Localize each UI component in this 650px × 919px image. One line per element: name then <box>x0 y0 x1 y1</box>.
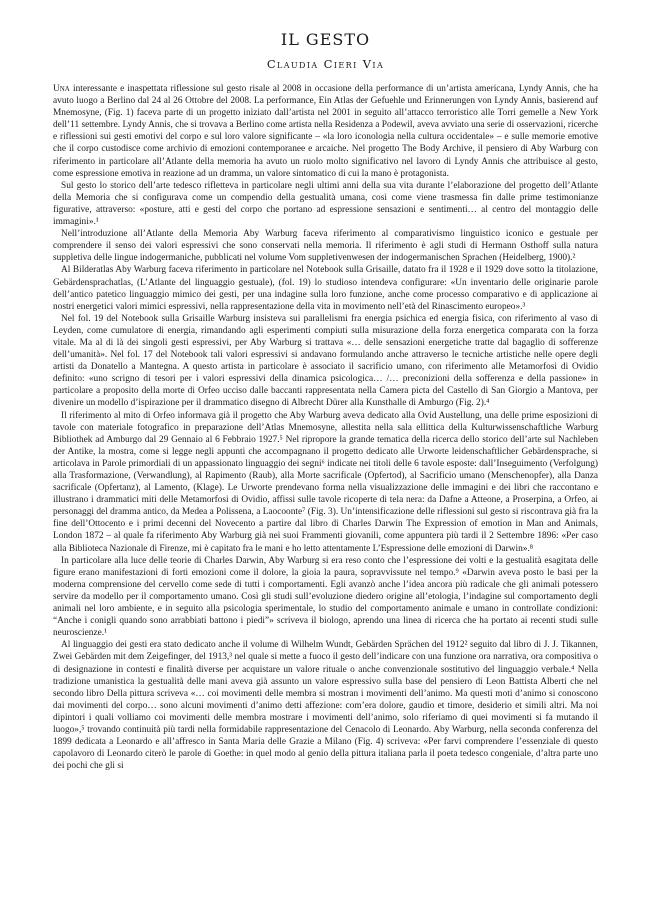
paragraph-3: Nell’introduzione all’Atlante della Memoria Aby Warburg faceva riferimento al comparativismo linguistico iconico e gestuale per comprendere il senso dei valori espressivi che sono conservati nella memoria. Il riferimento è agli studi di Hermann Osthoff sulla natura suppletiva delle lingue indogermaniche, pubblicati nel volume Vom suppletivenwesen der indogermanischen Sprachen (Heidelberg, 1900).² <box>53 229 598 264</box>
lead-caps: Una <box>53 84 70 94</box>
paragraph-4: Al Bilderatlas Aby Warburg faceva riferimento in particolare nel Notebook sulla Grisaille, datato fra il 1928 e il 1929 dove sotto la titolazione, Gebärdensprachatlas, (L’Atlante del linguaggio gestuale), (fol. 19) lo studioso intendeva configurare: «Un inventario delle originarie parole dell’antico patetico linguaggio mimico dei gesti, per una indagine sulla loro funzione, anche come processo comparativo e di applicazione ai nostri energetici valori mimici espressivi, nella rappresentazione della vita in movimento nell’età del Rinascimento europeo».³ <box>53 265 598 312</box>
paragraph-6: Il riferimento al mito di Orfeo informava già il progetto che Aby Warburg aveva dedicato alla Ovid Austellung, una delle prime esposizioni di tavole con materiale fotografico in preparazione dell’Atlas Mnemosyne, allestita nella sala ellittica della Kulturwissenschaftliche Warburg Bibliothek ad Amburgo dal 29 Gennaio al 6 Febbraio 1927.⁵ Nel ripropore la grande tematica della ricerca dello storico dell’arte sul Nachleben der Antike, la mostra, come si legge negli appunti che accompagnano il progetto dedicato alle Urworte leidenschaftlicher Gebärdensprache, si articolava in Parole primordiali di un appassionato linguaggio dei segni⁶ indicate nei titoli delle 6 tavole esposte: dall’Inseguimento (Verfolgung) alla Trasformazione, (Verwandlung), al Rapimento (Raub), alla Morte sacrificale (Opfertod), al Sacrificio umano (Menschenopfer), alla Danza sacrificale (Opfertanz), al Lamento, (Klage). Le Urworte prendevano forma nella visualizzazione delle immagini e dei libri che raccontano e illustrano i drammatici miti delle Metamorfosi di Ovidio, affissi sulle tavole ricoperte di tela nera: da Dafne a Atteone, a Proserpina, a Orfeo, ai personaggi del dramma antico, da Medea a Polissena, a Laocoonte⁷ (Fig. 3). Un’intensificazione delle riflessioni sul gesto si riscontrava già fra la fine dell’Ottocento e i primi decenni del Novecento a partire dal libro di Charles Darwin The Expression of emotion in Man and Animals, London 1872 – al quale fa riferimento Aby Warburg già nei suoi Frammenti giovanili, come appuntera più tardi il 2 Settembre 1896: «Per caso alla Biblioteca Nazionale di Firenze, mi è capitato fra le mani e ho letto attentamente L’Espressione delle emozioni di Darwin».⁸ <box>53 410 598 554</box>
paragraph-1-text: interessante e inaspettata riflessione sul gesto risale al 2008 in occasione della performance di un’artista americana, Lyndy Annis, che ha avuto luogo a Berlino dal 24 al 26 Ottobre del 2008. La performance, Ein Atlas der Gefuehle und Erinnerungen von Lyndy Annis, basierend auf Mnemosyne, (Fig. 1) faceva parte di un progetto iniziato dall’artista nel 2001 in seguito all’attacco terroristico alle Torri gemelle a New York dell’11 settembre. Lyndy Annis, che si trovava a Berlino come artista nella Residenza a Podewil, aveva avviato una serie di osservazioni, ricerche e riflessioni sui gesti emotivi del corpo e sul loro valore significante – «la loro iconologia nella cultura occidentale» – e sulle memorie emotive che il corpo custodisce come archivio di emozioni contemporanee e arcaiche. Nel progetto The Body Archive, il pensiero di Aby Warburg con riferimento in particolare all’Atlante della memoria ha avuto un ruolo molto significativo nel lavoro di Lyndy Annis che attribuisce al gesto, come espressione emotiva in reazione ad un dramma, un valore sintomatico di cui la mano è protagonista. <box>53 84 598 179</box>
paragraph-8: Al linguaggio dei gesti era stato dedicato anche il volume di Wilhelm Wundt, Gebärden Sprächen del 1912² seguito dal libro di J. J. Tikannen, Zwei Gebärden mit dem Zeigefinger, del 1913,³ nel quale si mette a fuoco il gesto dell’indicare con una funzione ora narrativa, ora compositiva o di designazione in contesti e finalità diverse per acquistare un valore rituale o anche convenzionale sostitutivo del linguaggio verbale.⁴ Nella tradizione umanistica la gestualità delle mani aveva già assunto un valore espressivo sulla base del pensiero di Leon Battista Alberti che nel secondo libro Della pittura scriveva «… coi movimenti delle membra si mostran i movimenti dell’animo. Ma questi moti d’animo si conoscono dai movimenti del corpo… sono alcuni movimenti d’animo detti affezione: com’era dolore, gaudio et timore, desiderio et simili altri. Ma noi dipintori i quali volliamo coi movimenti delle membra mostrare i movimenti dell’animo, solo riferiamo di quei movimenti si fa mutando il luogo»,⁵ trovando continuità più tardi nella formidabile rappresentazione del Cenacolo di Leonardo. Aby Warburg, nella seconda conferenza del 1899 dedicata a Leonardo e all’affresco in Santa Maria delle Grazie a Milano (Fig. 4) scriveva: «Per farvi comprendere l’essenziale di questo capolavoro di Leonardo citerò le parole di Goethe: in quel modo al genio della pittura italiana parla il poeta tedesco congeniale, d’altra parte uno dei pochi che gli si <box>53 640 598 772</box>
paragraph-2: Sul gesto lo storico dell’arte tedesco rifletteva in particolare negli ultimi anni della sua vita durante l’elaborazione del progetto dell’Atlante della Memoria che si configurava come un compendio della gestualità umana, così come viene trasmessa fin dalle prime testimonianze figurative, attraverso: «posture, atti e gesti del corpo che portano ad espressione sensazioni e sentimenti… al centro del montaggio delle immagini».¹ <box>53 180 598 228</box>
author-name: Claudia Cieri Via <box>266 57 385 71</box>
paragraph-5: Nel fol. 19 del Notebook sulla Grisaille Warburg insisteva sui parallelismi fra energia psichica ed energia fisica, con riferimento al vaso di Leyden, come cumulatore di energia, rimandando agli esperimenti compiuti sulla misurazione della forza energetica comparata con la forza vitale. Ma al di là dei singoli gesti espressivi, per Aby Warburg si trattava «… delle sensazioni energetiche tratte dal bagaglio di sofferenze dell’umanità». Nel fol. 17 del Notebook tali valori espressivi si andavano formulando anche attraverso le tecniche artistiche nelle opere degli artisti da Donatello a Mantegna. A questo artista in particolare è associato il sacrificio umano, con riferimento alle Metamorfosi di Ovidio definito: «uno scrigno di tesori per i valori espressivi della dinamica psicologica… /… preconizioni della sofferenza e della passione» in particolare a proposito della morte di Orfeo ucciso dalle baccanti rappresentata nella Camera picta del Castello di San Giorgio a Mantova, per divenire un modello d’ispirazione per il drammatico disegno di Albrecht Dürer alla Kunsthalle di Amburgo (Fig. 2).⁴ <box>53 313 598 409</box>
paper-page <box>53 30 598 772</box>
paragraph-7: In particolare alla luce delle teorie di Charles Darwin, Aby Warburg si era reso conto che l’espressione dei volti e la gestualità esagitata delle figure erano manifestazioni di forti emozioni come il dolore, la gioia la paura, sopravvissute nel tempo.⁹ «Darwin aveva posto le basi per la moderna comprensione del cervello come sede di tutti i comportamenti. Egli avanzò anche l’idea ancora più radicale che gli animali potessero servire da modello per il comportamento umano. Così gli studi sull’evoluzione diedero origine all’etologia, l’indagine sul comportamento degli animali nel loro ambiente, e in seguito alla psicologia sperimentale, lo studio del comportamento animale e umano in controllate condizioni: “Anche i conigli quando sono arrabbiati battono i piedi”» scriveva il biologo, aprendo una linea di ricerca che ha portato ai recenti studi sulle neuroscienze.¹ <box>53 555 598 639</box>
article-body <box>53 83 598 772</box>
paragraph-1 <box>53 83 598 180</box>
page-title: IL GESTO <box>280 30 371 49</box>
